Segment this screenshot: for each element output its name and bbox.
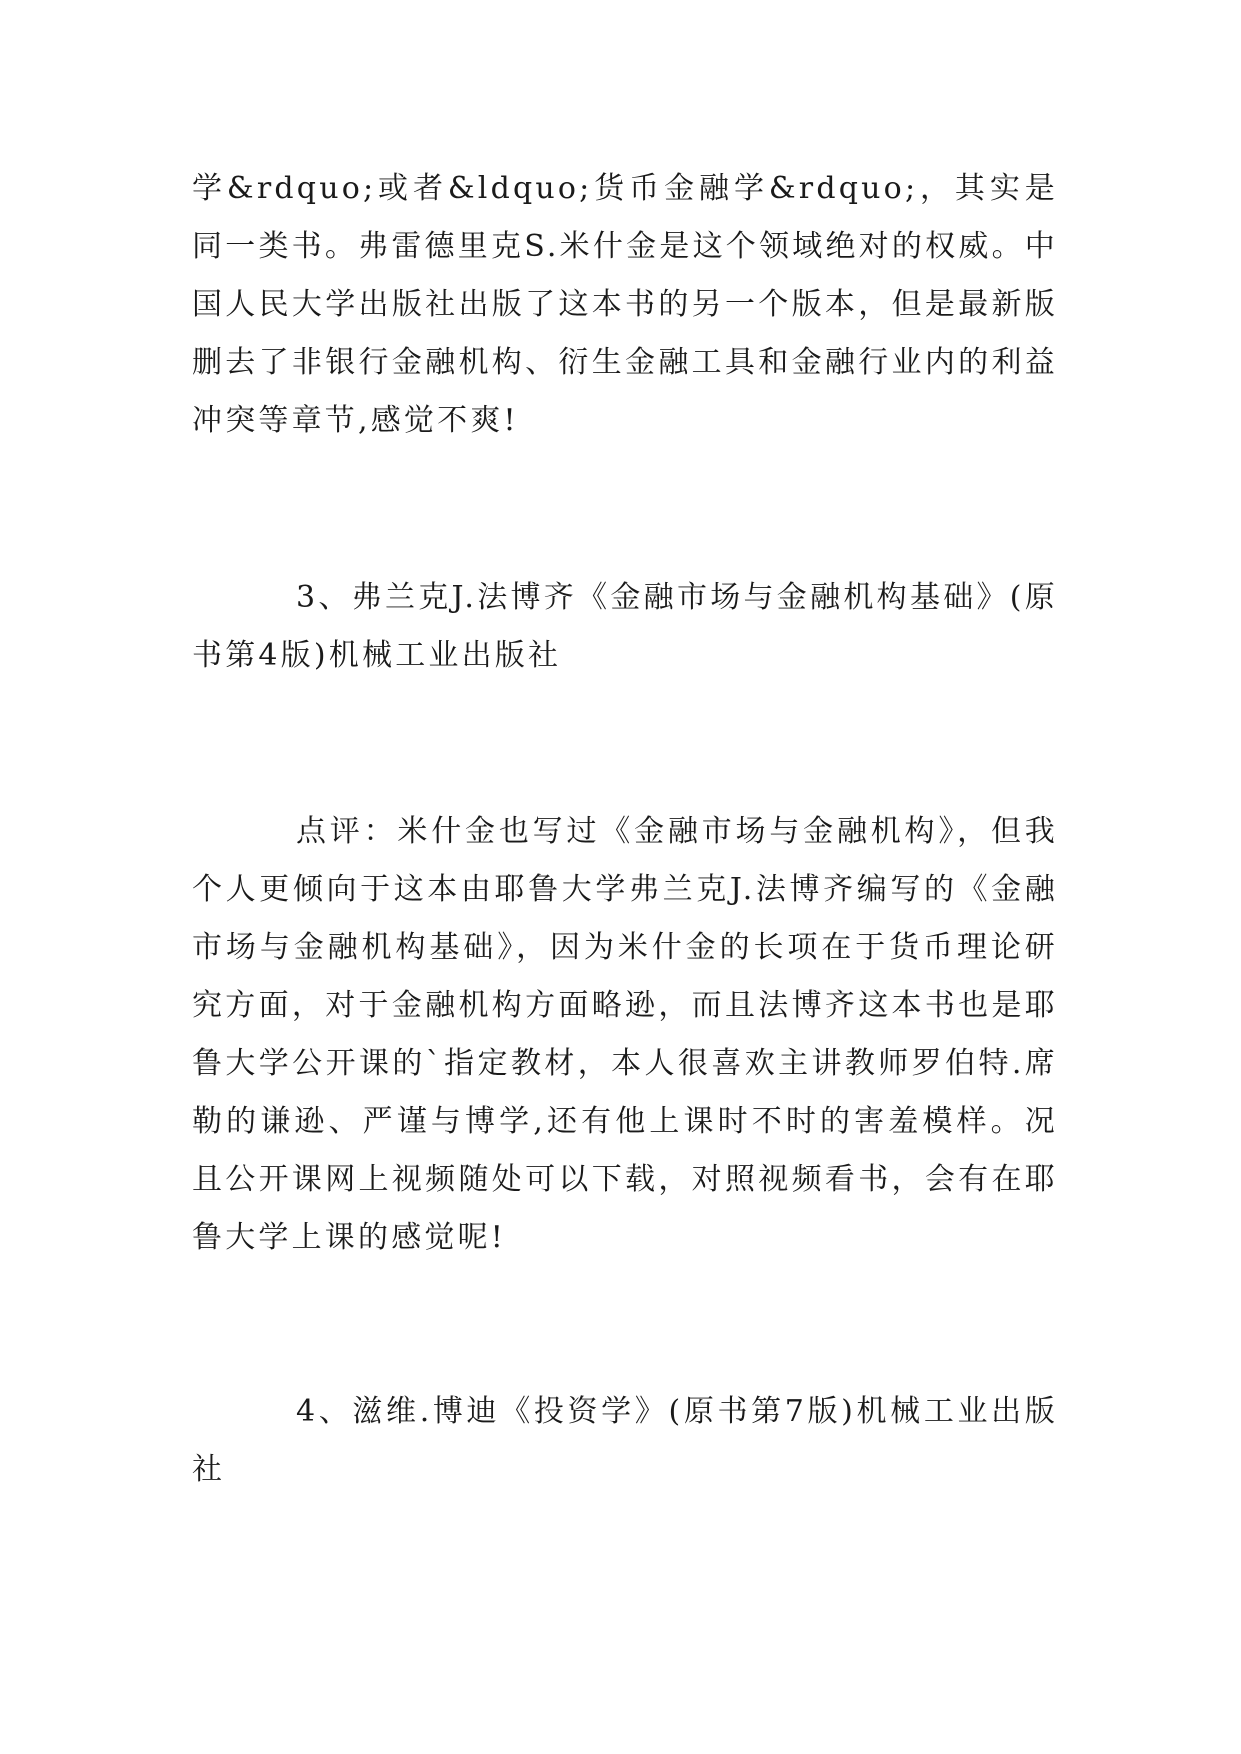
paragraph-book-3-title: 3、弗兰克J.法博齐《金融市场与金融机构基础》(原书第4版)机械工业出版社 [192,580,1058,673]
paragraph-book-4-title: 4、滋维.博迪《投资学》(原书第7版)机械工业出版社 [192,1394,1058,1487]
paragraph-book-2-review-continued: 学&rdquo;或者&ldquo;货币金融学&rdquo;，其实是同一类书。弗雷德里克S.米什金是这个领域绝对的权威。中国人民大学出版社出版了这本书的另一个版本，但是最新版删去了非银行金融机构、衍生金融工具和金融行业内的利益冲突等章节,感觉不爽! [192,171,1058,438]
paragraph-book-3-review: 点评：米什金也写过《金融市场与金融机构》，但我个人更倾向于这本由耶鲁大学弗兰克J.法博齐编写的《金融市场与金融机构基础》，因为米什金的长项在于货币理论研究方面，对于金融机构方面略逊，而且法博齐这本书也是耶鲁大学公开课的`指定教材，本人很喜欢主讲教师罗伯特.席勒的谦逊、严谨与博学,还有他上课时不时的害羞模样。况且公开课网上视频随处可以下载，对照视频看书，会有在耶鲁大学上课的感觉呢! [192,814,1058,1255]
